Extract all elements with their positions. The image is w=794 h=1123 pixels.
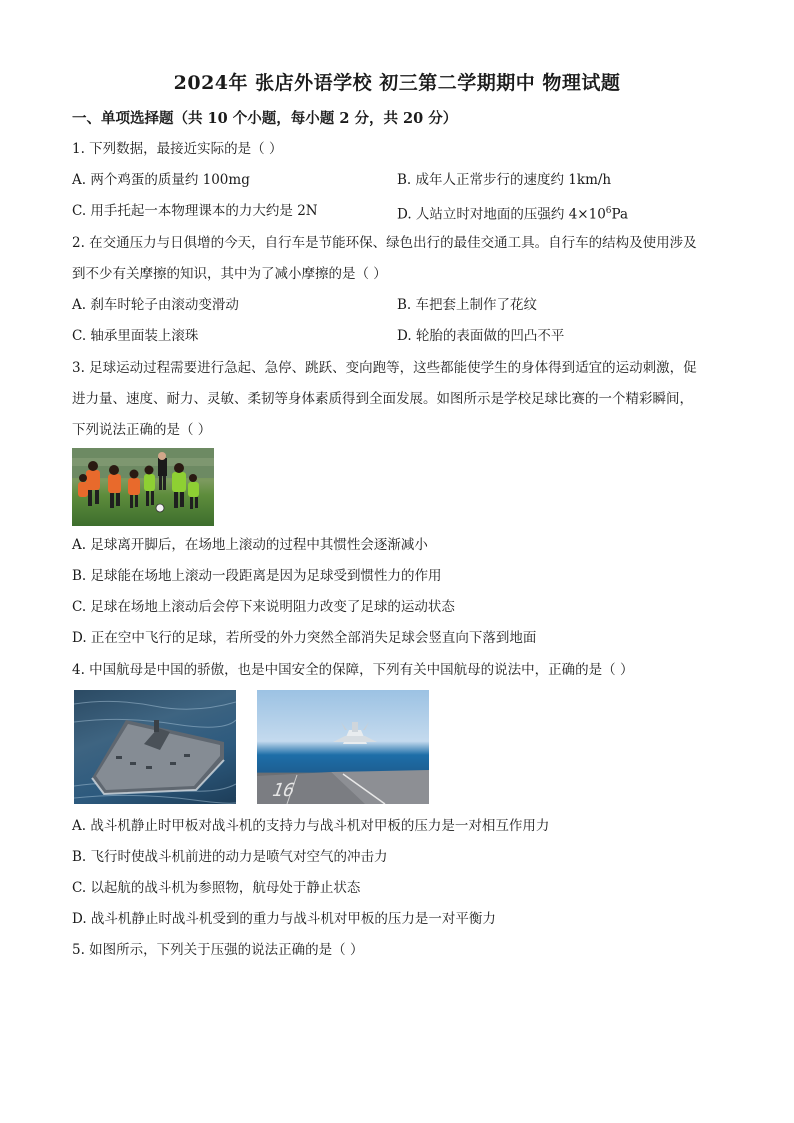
question-4-option-b: B. 飞行时使战斗机前进的动力是喷气对空气的冲击力	[72, 849, 388, 865]
question-4-option-d: D. 战斗机静止时战斗机受到的重力与战斗机对甲板的压力是一对平衡力	[72, 911, 496, 927]
question-3-option-a: A. 足球离开脚后，在场地上滚动的过程中其惯性会逐渐减小	[72, 537, 428, 553]
question-2-stem-line-1: 2. 在交通压力与日俱增的今天，自行车是节能环保、绿色出行的最佳交通工具。自行车的结构及使用涉及	[72, 235, 697, 251]
question-3-stem-line-1: 3. 足球运动过程需要进行急起、急停、跳跃、变向跑等，这些都能使学生的身体得到适宜的运动刺激，促	[72, 360, 697, 376]
aircraft-carrier-photo	[74, 690, 236, 804]
question-1-option-d	[397, 201, 628, 225]
question-1-option-b: B. 成年人正常步行的速度约 1km/h	[397, 172, 612, 188]
question-4-option-a: A. 战斗机静止时甲板对战斗机的支持力与战斗机对甲板的压力是一对相互作用力	[72, 818, 550, 834]
question-1-option-a: A. 两个鸡蛋的质量约 100mg	[72, 172, 250, 188]
jet-takeoff-photo	[257, 690, 429, 804]
question-1-option-c: C. 用手托起一本物理课本的力大约是 2N	[72, 203, 318, 219]
option-d-exponent: 6	[605, 206, 612, 216]
question-2-option-b: B. 车把套上制作了花纹	[397, 297, 538, 313]
question-2-option-d: D. 轮胎的表面做的凹凸不平	[397, 328, 565, 344]
page-title: 2024年 张店外语学校 初三第二学期期中 物理试题	[173, 72, 621, 94]
question-4-stem: 4. 中国航母是中国的骄傲，也是中国安全的保障，下列有关中国航母的说法中，正确的是（ ）	[72, 662, 634, 678]
question-4-option-c: C. 以起航的战斗机为参照物，航母处于静止状态	[72, 880, 361, 896]
option-d-text: D. 人站立时对地面的压强约 4×10	[397, 206, 606, 223]
question-3-option-c: C. 足球在场地上滚动后会停下来说明阻力改变了足球的运动状态	[72, 599, 455, 615]
question-3-option-d: D. 正在空中飞行的足球，若所受的外力突然全部消失足球会竖直向下落到地面	[72, 630, 537, 646]
question-1-stem: 1. 下列数据，最接近实际的是（ ）	[72, 141, 283, 157]
jet-takeoff-illustration	[257, 690, 429, 804]
question-3-stem-line-3: 下列说法正确的是（ ）	[72, 422, 212, 438]
section-heading: 一、单项选择题（共 10 个小题，每小题 2 分，共 20 分）	[72, 110, 458, 127]
question-5-stem: 5. 如图所示，下列关于压强的说法正确的是（ ）	[72, 942, 364, 958]
football-scene-illustration	[72, 448, 214, 526]
question-3-option-b: B. 足球能在场地上滚动一段距离是因为足球受到惯性力的作用	[72, 568, 442, 584]
question-2-option-c: C. 轴承里面装上滚珠	[72, 328, 199, 344]
question-3-stem-line-2: 进力量、速度、耐力、灵敏、柔韧等身体素质得到全面发展。如图所示是学校足球比赛的一个精彩瞬间，	[72, 391, 693, 407]
question-2-option-a: A. 刹车时轮子由滚动变滑动	[72, 297, 239, 313]
question-2-stem-line-2: 到不少有关摩擦的知识，其中为了减小摩擦的是（ ）	[72, 266, 387, 282]
football-match-photo	[72, 448, 214, 526]
option-d-unit: Pa	[611, 206, 629, 223]
deck-number-marking: 16	[268, 780, 298, 801]
carrier-illustration	[74, 690, 236, 804]
